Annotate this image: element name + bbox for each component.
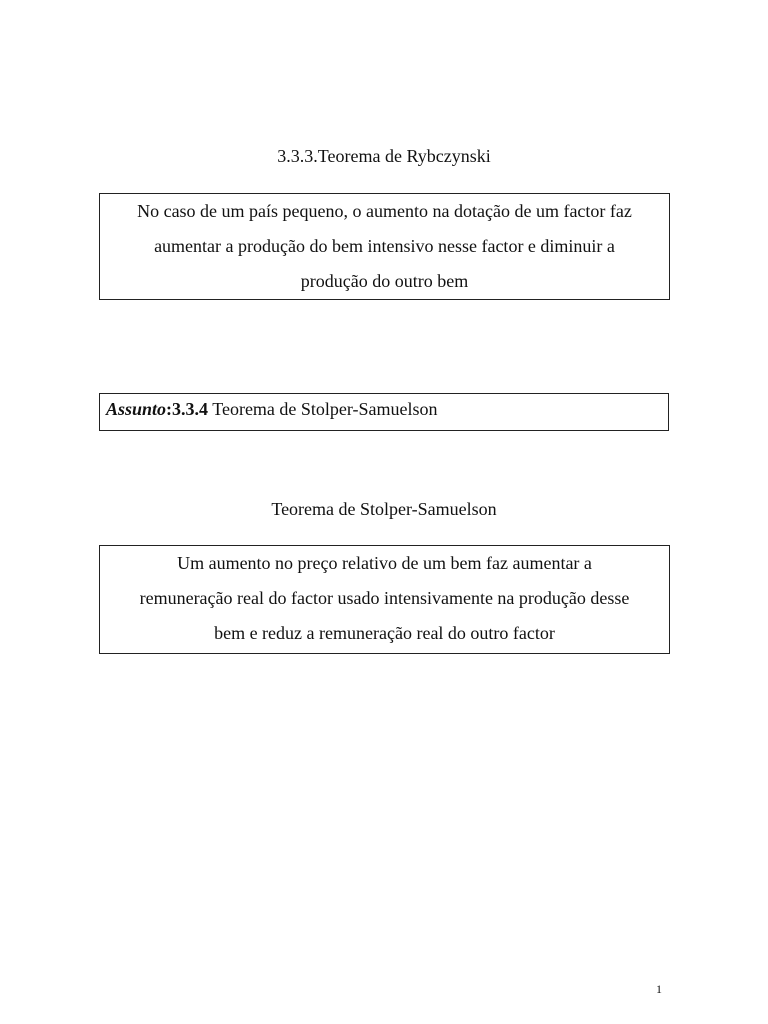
stolper-samuelson-heading: Teorema de Stolper-Samuelson <box>271 499 497 519</box>
subject-title: Teorema de Stolper-Samuelson <box>208 399 438 419</box>
rybczynski-statement-box <box>99 193 670 300</box>
rybczynski-statement-line-1: No caso de um país pequeno, o aumento na dotação de um factor faz <box>137 201 632 221</box>
rybczynski-heading: 3.3.3.Teorema de Rybczynski <box>277 146 491 166</box>
page-number: 1 <box>656 982 662 996</box>
stolper-samuelson-statement-box <box>99 545 670 654</box>
subject-separator: : <box>166 399 173 419</box>
subject-label: Assunto <box>106 399 167 419</box>
stolper-samuelson-statement-line-3: bem e reduz a remuneração real do outro factor <box>214 623 555 643</box>
rybczynski-statement-line-3: produção do outro bem <box>300 271 469 291</box>
stolper-samuelson-statement-line-1: Um aumento no preço relativo de um bem faz aumentar a <box>177 553 592 573</box>
rybczynski-statement-line-2: aumentar a produção do bem intensivo nesse factor e diminuir a <box>154 236 615 256</box>
subject-number: 3.3.4 <box>172 399 209 419</box>
stolper-samuelson-statement-line-2: remuneração real do factor usado intensivamente na produção desse <box>139 588 630 608</box>
subject-box <box>99 393 669 431</box>
